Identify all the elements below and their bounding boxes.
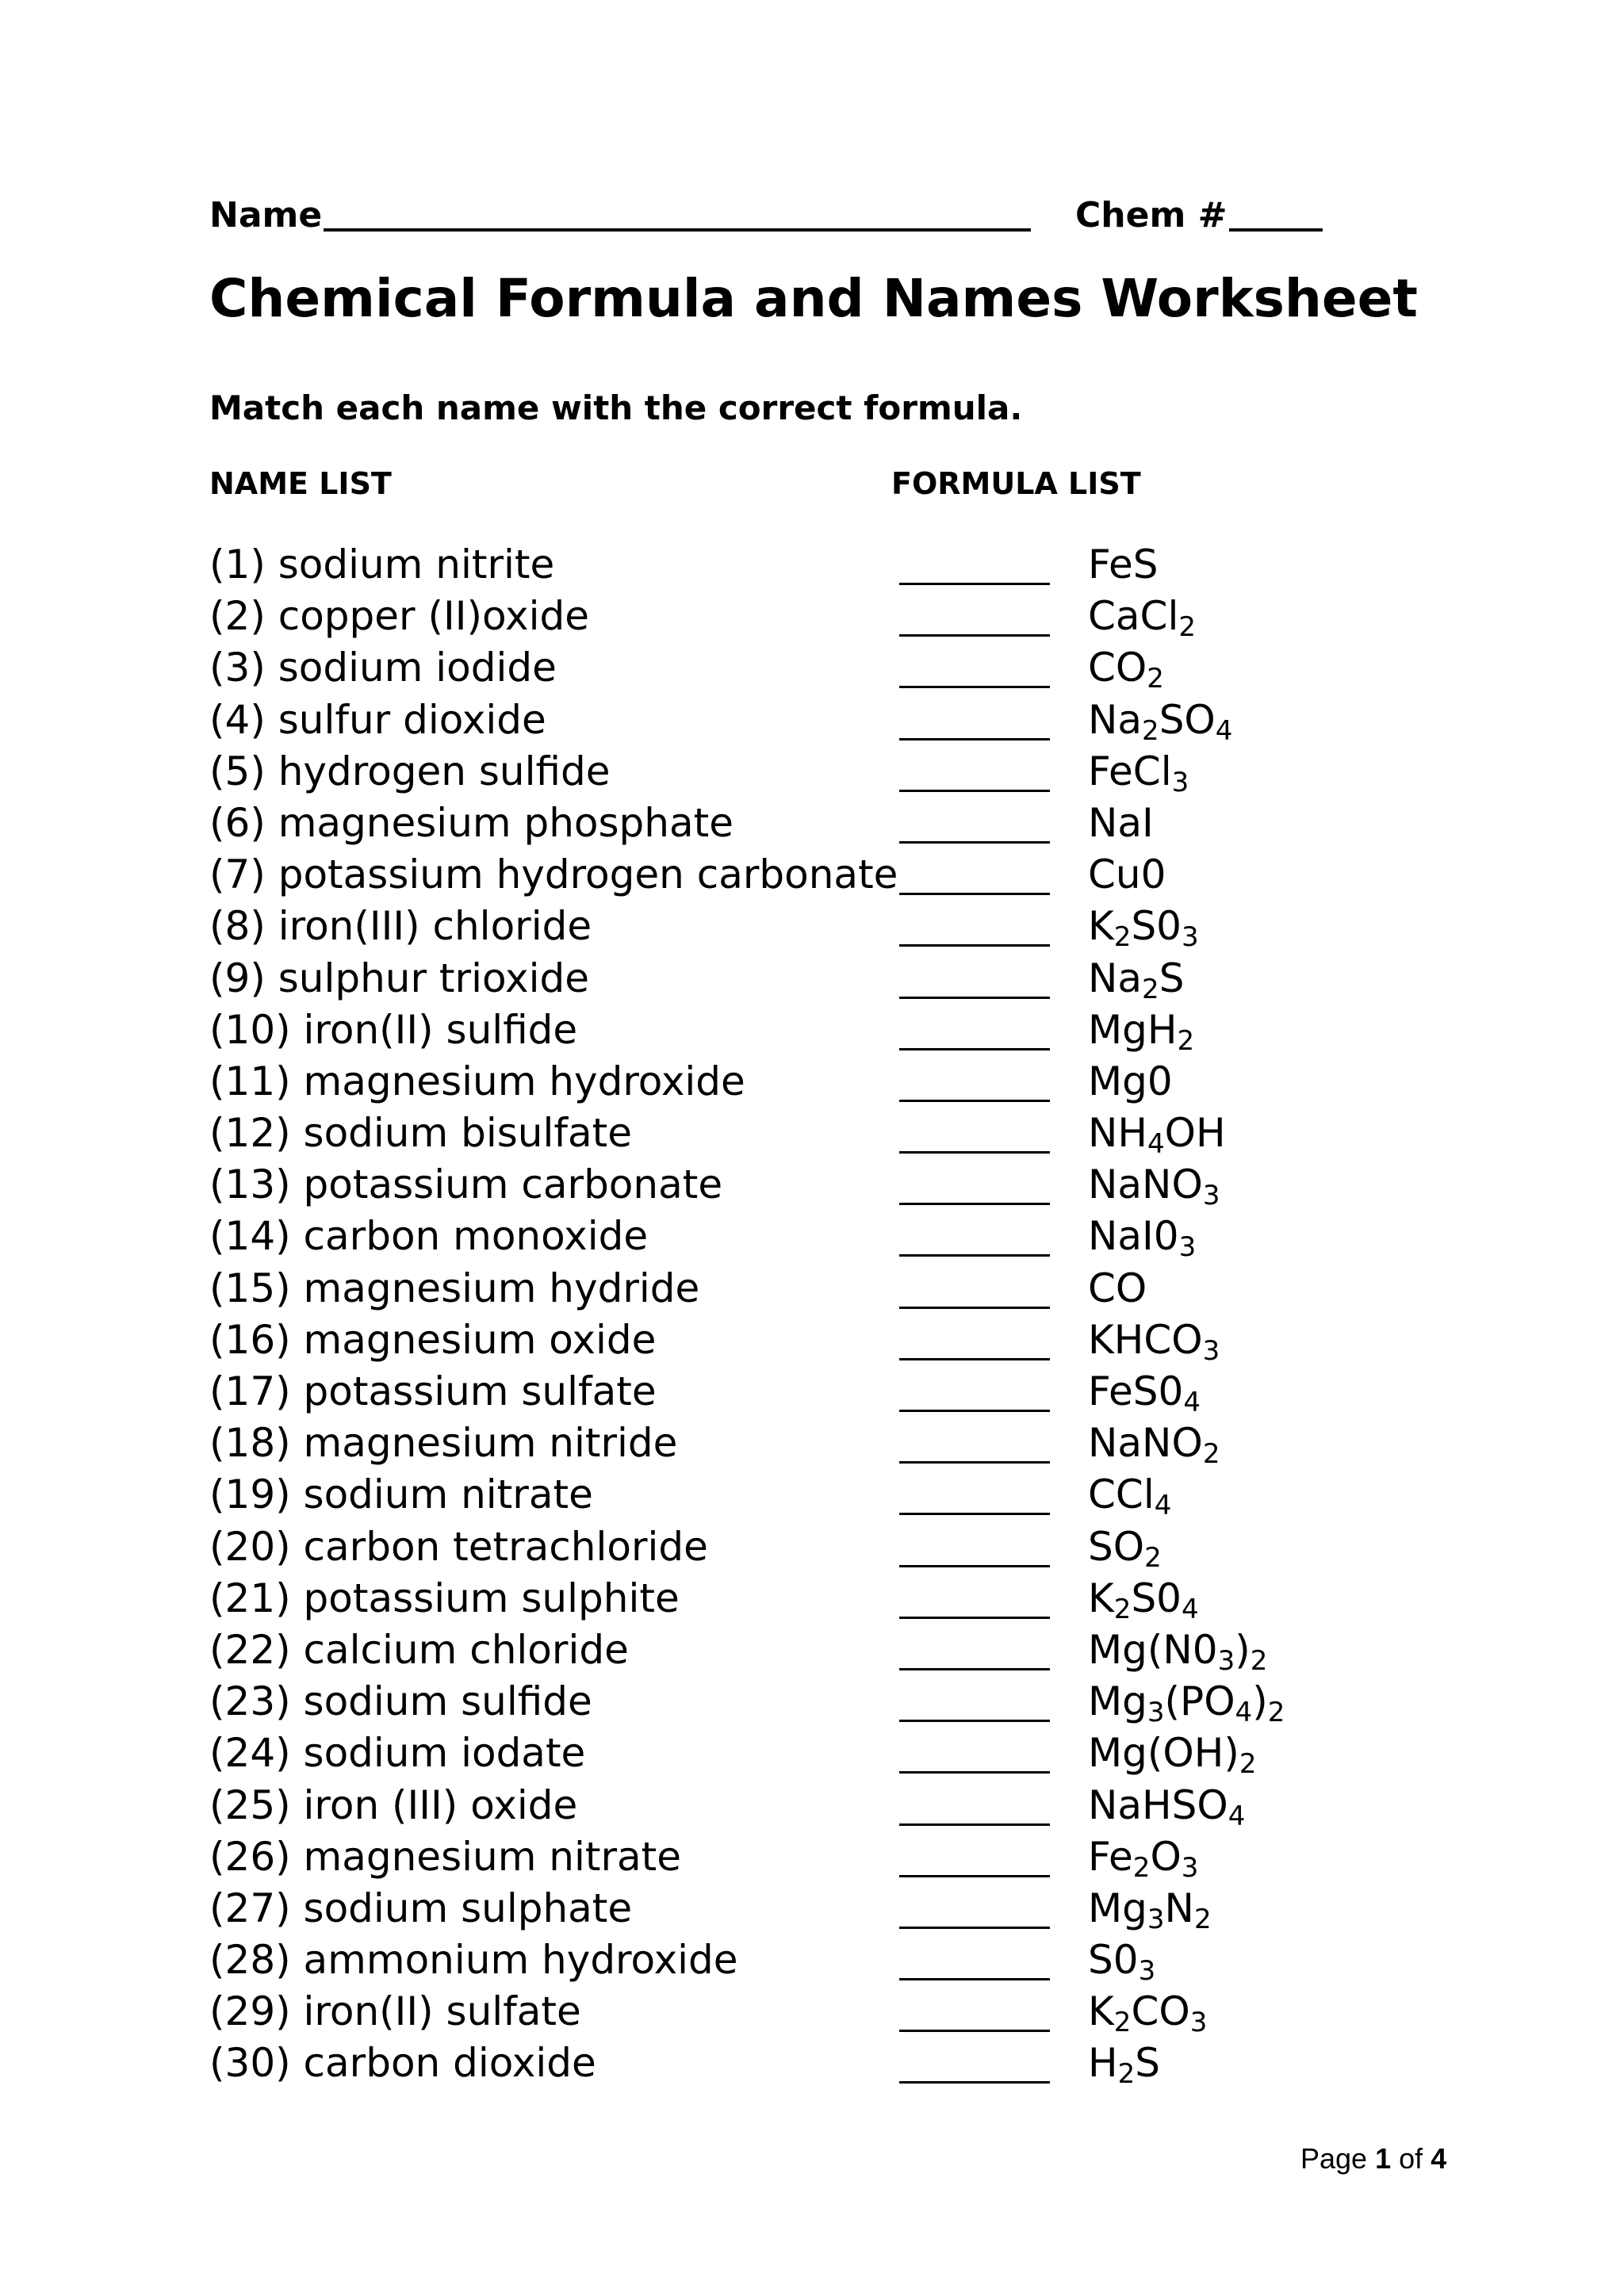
formula-subscript: 2 bbox=[1178, 611, 1196, 644]
page-footer bbox=[1300, 2142, 1446, 2175]
answer-blank[interactable] bbox=[899, 1831, 1050, 1877]
compound-name: (1) sodium nitrite bbox=[209, 541, 555, 587]
formula-subscript: 2 bbox=[1142, 973, 1159, 1005]
answer-blank[interactable] bbox=[899, 1263, 1050, 1309]
compound-name: (12) sodium bisulfate bbox=[209, 1110, 632, 1157]
formula-part: Mg bbox=[1088, 1885, 1147, 1931]
formula-part: Fe bbox=[1088, 1833, 1133, 1880]
formula-subscript: 2 bbox=[1239, 1748, 1257, 1781]
formula-subscript: 4 bbox=[1183, 1387, 1201, 1418]
formula-part: NaNO bbox=[1088, 1161, 1203, 1208]
compound-name: (11) magnesium hydroxide bbox=[209, 1058, 745, 1104]
name-label: Name bbox=[209, 195, 323, 235]
match-list bbox=[209, 539, 1431, 2090]
answer-blank[interactable] bbox=[899, 1780, 1050, 1826]
compound-name: (27) sodium sulphate bbox=[209, 1885, 633, 1931]
list-item bbox=[209, 1211, 1431, 1262]
name-field[interactable] bbox=[324, 228, 1031, 232]
formula-part: N bbox=[1164, 1885, 1194, 1931]
formula-part: S0 bbox=[1088, 1937, 1139, 1984]
answer-blank[interactable] bbox=[899, 1108, 1050, 1154]
formula-part: (PO bbox=[1164, 1678, 1235, 1725]
chemical-formula bbox=[1088, 1263, 1147, 1314]
formula-subscript: 4 bbox=[1182, 1593, 1199, 1625]
formula-part: NaI0 bbox=[1088, 1213, 1179, 1260]
answer-blank[interactable] bbox=[899, 849, 1050, 895]
list-item bbox=[209, 1934, 1431, 1986]
list-item bbox=[209, 1366, 1431, 1418]
formula-subscript: 2 bbox=[1117, 2058, 1136, 2091]
formula-subscript: 2 bbox=[1193, 1903, 1212, 1935]
formula-part: NaI bbox=[1088, 799, 1154, 846]
compound-name: (15) magnesium hydride bbox=[209, 1265, 700, 1311]
formula-subscript: 2 bbox=[1267, 1697, 1285, 1729]
chemical-formula bbox=[1088, 1056, 1173, 1108]
formula-subscript: 2 bbox=[1144, 1541, 1162, 1574]
compound-name: (17) potassium sulfate bbox=[209, 1368, 657, 1414]
chemical-formula bbox=[1088, 1831, 1198, 1883]
chemical-formula bbox=[1088, 2038, 1160, 2089]
header-line bbox=[209, 195, 1415, 243]
chemical-formula bbox=[1088, 695, 1232, 746]
formula-subscript: 2 bbox=[1113, 1593, 1132, 1625]
formula-part: Mg(N0 bbox=[1088, 1626, 1218, 1673]
formula-subscript: 3 bbox=[1202, 1180, 1220, 1212]
formula-part: Cu0 bbox=[1088, 851, 1166, 898]
answer-blank[interactable] bbox=[899, 1314, 1050, 1360]
chemical-formula bbox=[1088, 1624, 1267, 1676]
chemical-formula bbox=[1088, 1366, 1201, 1418]
compound-name: (25) iron (III) oxide bbox=[209, 1781, 578, 1828]
formula-part: SO bbox=[1088, 1523, 1145, 1570]
formula-subscript: 3 bbox=[1138, 1955, 1156, 1988]
formula-subscript: 4 bbox=[1228, 1800, 1246, 1832]
answer-blank[interactable] bbox=[899, 746, 1050, 792]
instructions: Match each name with the correct formula. bbox=[209, 388, 1023, 427]
formula-part: Mg(OH) bbox=[1088, 1730, 1239, 1777]
formula-part: CO bbox=[1131, 1988, 1190, 2035]
formula-subscript: 3 bbox=[1178, 1231, 1197, 1264]
chemical-formula bbox=[1088, 1469, 1171, 1521]
chemical-formula bbox=[1088, 1728, 1257, 1779]
compound-name: (16) magnesium oxide bbox=[209, 1316, 657, 1363]
compound-name: (19) sodium nitrate bbox=[209, 1471, 593, 1518]
formula-subscript: 2 bbox=[1113, 921, 1132, 954]
formula-part: S0 bbox=[1131, 1575, 1182, 1621]
list-item bbox=[209, 746, 1431, 798]
formula-part: S0 bbox=[1131, 903, 1182, 950]
formula-subscript: 2 bbox=[1177, 1024, 1195, 1057]
chemical-formula bbox=[1088, 953, 1184, 1004]
list-item bbox=[209, 1159, 1431, 1211]
answer-blank[interactable] bbox=[899, 1418, 1050, 1464]
answer-blank[interactable] bbox=[899, 798, 1050, 844]
compound-name: (7) potassium hydrogen carbonate bbox=[209, 851, 898, 898]
compound-name: (4) sulfur dioxide bbox=[209, 696, 546, 743]
chemical-formula bbox=[1088, 1780, 1245, 1831]
answer-blank[interactable] bbox=[899, 1521, 1050, 1567]
compound-name: (18) magnesium nitride bbox=[209, 1420, 678, 1467]
chemical-formula bbox=[1088, 1573, 1199, 1624]
list-item bbox=[209, 901, 1431, 952]
list-item bbox=[209, 1469, 1431, 1521]
chemical-formula bbox=[1088, 1676, 1285, 1728]
formula-subscript: 2 bbox=[1250, 1644, 1268, 1677]
formula-part: CO bbox=[1088, 645, 1147, 691]
chemical-formula bbox=[1088, 1934, 1155, 1986]
page-title: Chemical Formula and Names Worksheet bbox=[209, 268, 1418, 329]
formula-part: NaNO bbox=[1088, 1420, 1203, 1467]
compound-name: (6) magnesium phosphate bbox=[209, 799, 733, 846]
compound-name: (26) magnesium nitrate bbox=[209, 1833, 682, 1880]
formula-part: CO bbox=[1088, 1265, 1147, 1311]
formula-subscript: 3 bbox=[1217, 1644, 1235, 1677]
list-item bbox=[209, 1676, 1431, 1728]
list-item bbox=[209, 1573, 1431, 1624]
list-item bbox=[209, 539, 1431, 591]
formula-subscript: 3 bbox=[1189, 2007, 1208, 2039]
chemical-formula bbox=[1088, 849, 1166, 901]
formula-part: FeS0 bbox=[1088, 1368, 1184, 1414]
list-item bbox=[209, 1728, 1431, 1779]
answer-blank[interactable] bbox=[899, 1159, 1050, 1205]
list-item bbox=[209, 642, 1431, 694]
list-item bbox=[209, 1004, 1431, 1056]
list-item bbox=[209, 1314, 1431, 1366]
answer-blank[interactable] bbox=[899, 1728, 1050, 1774]
formula-subscript: 2 bbox=[1202, 1438, 1220, 1471]
answer-blank[interactable] bbox=[899, 1366, 1050, 1412]
chemical-formula bbox=[1088, 642, 1164, 694]
formula-subscript: 4 bbox=[1235, 1697, 1253, 1729]
formula-part: Na bbox=[1088, 696, 1143, 743]
formula-part: ) bbox=[1252, 1678, 1268, 1725]
list-item bbox=[209, 1780, 1431, 1831]
formula-part: OH bbox=[1164, 1110, 1226, 1157]
name-list-header: NAME LIST bbox=[209, 466, 392, 501]
formula-subscript: 2 bbox=[1132, 1851, 1151, 1884]
compound-name: (20) carbon tetrachloride bbox=[209, 1523, 708, 1570]
formula-part: Mg bbox=[1088, 1678, 1147, 1725]
formula-subscript: 2 bbox=[1147, 663, 1164, 695]
formula-part: ) bbox=[1235, 1626, 1251, 1673]
formula-subscript: 3 bbox=[1202, 1334, 1220, 1367]
chemical-formula bbox=[1088, 1986, 1207, 2038]
chem-number-label: Chem # bbox=[1075, 195, 1228, 235]
compound-name: (21) potassium sulphite bbox=[209, 1575, 680, 1621]
answer-blank[interactable] bbox=[899, 642, 1050, 688]
formula-subscript: 4 bbox=[1147, 1128, 1165, 1161]
formula-list-header: FORMULA LIST bbox=[891, 466, 1141, 501]
formula-part: NH bbox=[1088, 1110, 1147, 1157]
list-item bbox=[209, 1986, 1431, 2038]
answer-blank[interactable] bbox=[899, 591, 1050, 637]
chemical-formula bbox=[1088, 1314, 1220, 1366]
chemical-formula bbox=[1088, 746, 1189, 798]
formula-part: S bbox=[1135, 2040, 1160, 2087]
formula-part: S bbox=[1159, 955, 1185, 1001]
formula-part: FeCl bbox=[1088, 748, 1172, 794]
chemical-formula bbox=[1088, 1211, 1196, 1262]
formula-subscript: 3 bbox=[1171, 766, 1189, 798]
formula-subscript: 2 bbox=[1142, 714, 1159, 747]
chemical-formula bbox=[1088, 1418, 1220, 1469]
answer-blank[interactable] bbox=[899, 1004, 1050, 1050]
formula-subscript: 3 bbox=[1147, 1903, 1165, 1935]
list-item bbox=[209, 798, 1431, 849]
list-item bbox=[209, 953, 1431, 1004]
formula-part: MgH bbox=[1088, 1006, 1178, 1053]
formula-part: K bbox=[1088, 1575, 1114, 1621]
chemical-formula bbox=[1088, 1108, 1226, 1159]
answer-blank[interactable] bbox=[899, 1573, 1050, 1619]
formula-part: SO bbox=[1159, 696, 1216, 743]
list-item bbox=[209, 1056, 1431, 1108]
page-word: Page bbox=[1300, 2142, 1368, 2175]
answer-blank[interactable] bbox=[899, 1211, 1050, 1257]
compound-name: (28) ammonium hydroxide bbox=[209, 1937, 738, 1984]
compound-name: (14) carbon monoxide bbox=[209, 1213, 649, 1260]
formula-subscript: 4 bbox=[1154, 1490, 1172, 1522]
formula-part: K bbox=[1088, 1988, 1114, 2035]
answer-blank[interactable] bbox=[899, 953, 1050, 999]
list-item bbox=[209, 591, 1431, 642]
answer-blank[interactable] bbox=[899, 1056, 1050, 1102]
compound-name: (22) calcium chloride bbox=[209, 1626, 629, 1673]
list-item bbox=[209, 1883, 1431, 1934]
chemical-formula bbox=[1088, 591, 1196, 642]
list-item bbox=[209, 1108, 1431, 1159]
compound-name: (8) iron(III) chloride bbox=[209, 903, 592, 950]
chemical-formula bbox=[1088, 798, 1154, 849]
list-item bbox=[209, 1263, 1431, 1314]
compound-name: (13) potassium carbonate bbox=[209, 1161, 723, 1208]
answer-blank[interactable] bbox=[899, 901, 1050, 947]
list-item bbox=[209, 1418, 1431, 1469]
formula-part: CaCl bbox=[1088, 593, 1179, 640]
formula-part: FeS bbox=[1088, 541, 1159, 587]
formula-subscript: 3 bbox=[1147, 1697, 1165, 1729]
compound-name: (29) iron(II) sulfate bbox=[209, 1988, 581, 2035]
chemical-formula bbox=[1088, 1883, 1212, 1934]
compound-name: (10) iron(II) sulfide bbox=[209, 1006, 578, 1053]
of-word: of bbox=[1399, 2142, 1423, 2175]
chemical-formula bbox=[1088, 901, 1199, 952]
formula-part: CCl bbox=[1088, 1471, 1155, 1518]
formula-part: NaHSO bbox=[1088, 1781, 1228, 1828]
answer-blank[interactable] bbox=[899, 695, 1050, 740]
formula-subscript: 4 bbox=[1215, 714, 1233, 747]
formula-part: Mg0 bbox=[1088, 1058, 1173, 1104]
chemical-formula bbox=[1088, 1521, 1162, 1573]
compound-name: (24) sodium iodate bbox=[209, 1730, 586, 1777]
answer-blank[interactable] bbox=[899, 539, 1050, 585]
chemical-formula bbox=[1088, 1004, 1194, 1056]
answer-blank[interactable] bbox=[899, 1883, 1050, 1929]
current-page: 1 bbox=[1375, 2142, 1392, 2175]
formula-part: H bbox=[1088, 2040, 1118, 2087]
answer-blank[interactable] bbox=[899, 1469, 1050, 1515]
formula-subscript: 3 bbox=[1181, 1851, 1199, 1884]
chemical-formula bbox=[1088, 539, 1159, 591]
total-pages: 4 bbox=[1431, 2142, 1447, 2175]
compound-name: (2) copper (II)oxide bbox=[209, 593, 590, 640]
answer-blank[interactable] bbox=[899, 2038, 1050, 2084]
compound-name: (23) sodium sulfide bbox=[209, 1678, 592, 1725]
answer-blank[interactable] bbox=[899, 1934, 1050, 1980]
compound-name: (9) sulphur trioxide bbox=[209, 955, 590, 1001]
compound-name: (3) sodium iodide bbox=[209, 645, 557, 691]
list-item bbox=[209, 849, 1431, 901]
answer-blank[interactable] bbox=[899, 1986, 1050, 2032]
list-item bbox=[209, 2038, 1431, 2089]
formula-part: KHCO bbox=[1088, 1316, 1203, 1363]
answer-blank[interactable] bbox=[899, 1624, 1050, 1670]
chem-number-field[interactable] bbox=[1229, 228, 1323, 232]
answer-blank[interactable] bbox=[899, 1676, 1050, 1722]
formula-subscript: 2 bbox=[1113, 2007, 1132, 2039]
list-item bbox=[209, 695, 1431, 746]
compound-name: (5) hydrogen sulfide bbox=[209, 748, 611, 794]
chemical-formula bbox=[1088, 1159, 1220, 1211]
formula-subscript: 3 bbox=[1182, 921, 1199, 954]
list-item bbox=[209, 1831, 1431, 1883]
list-item bbox=[209, 1521, 1431, 1573]
formula-part: Na bbox=[1088, 955, 1143, 1001]
compound-name: (30) carbon dioxide bbox=[209, 2040, 596, 2087]
list-item bbox=[209, 1624, 1431, 1676]
formula-part: K bbox=[1088, 903, 1114, 950]
formula-part: O bbox=[1150, 1833, 1182, 1880]
